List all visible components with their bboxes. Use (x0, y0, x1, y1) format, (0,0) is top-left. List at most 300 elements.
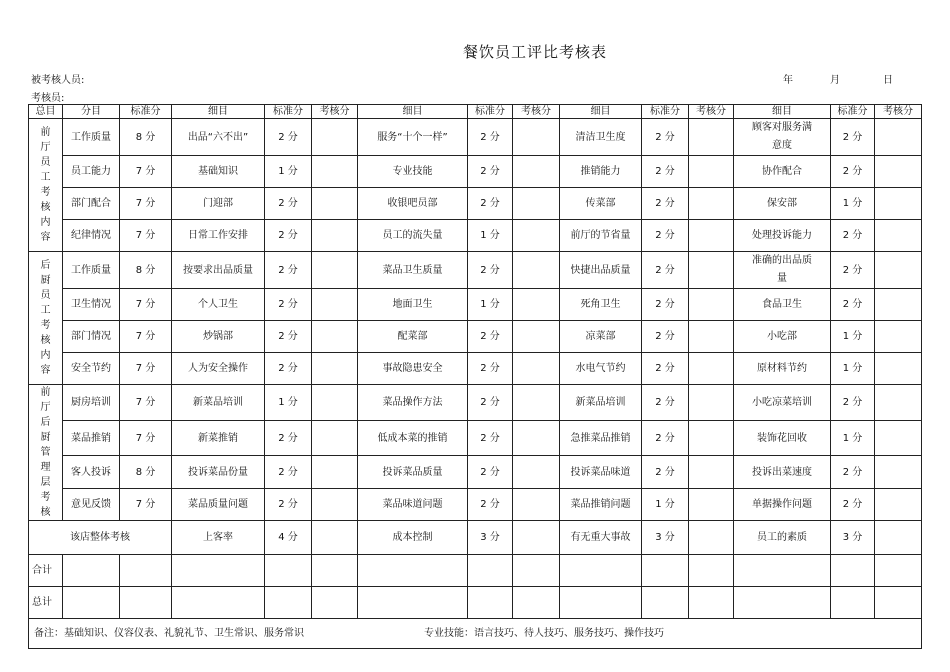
detail-standard-cell: 2 分 (831, 156, 875, 188)
sub-item-cell: 厨房培训 (63, 385, 120, 421)
detail-standard-cell: 1 分 (265, 385, 312, 421)
detail-item-cell (172, 353, 265, 385)
note-cell (29, 619, 922, 649)
detail-item-label: 基础知识 (198, 166, 238, 177)
detail-standard-cell: 2 分 (831, 456, 875, 488)
total-input-cell[interactable] (172, 555, 265, 587)
score-input-cell[interactable] (875, 252, 922, 289)
score-input-cell[interactable] (312, 252, 358, 289)
detail-item-label: 处理投诉能力 (752, 230, 812, 241)
sub-item-cell: 安全节约 (63, 353, 120, 385)
detail-item-label: 地面卫生 (392, 299, 433, 310)
table-row (29, 156, 922, 188)
detail-item-label: 急推菜品推销 (570, 432, 631, 444)
detail-item-cell (734, 488, 831, 520)
detail-standard-cell: 2 分 (642, 188, 689, 220)
standard-score-cell: 7 分 (120, 321, 172, 353)
column-header: 总目 (29, 105, 63, 119)
detail-item-label: 小吃凉菜培训 (752, 396, 812, 408)
total-input-cell[interactable] (875, 587, 922, 619)
detail-item-cell (560, 456, 642, 488)
sub-item-cell: 卫生情况 (63, 289, 120, 321)
category-label: 后厨员工考核内容 (40, 260, 51, 376)
score-input-cell[interactable] (312, 521, 358, 555)
total-input-cell[interactable] (172, 587, 265, 619)
detail-item-cell (734, 156, 831, 188)
detail-item-label: 配菜部 (397, 331, 428, 342)
column-header: 标准分 (642, 105, 689, 119)
sub-item-cell: 菜品推销 (63, 420, 120, 456)
detail-item-label: 快捷出品质量 (570, 264, 631, 276)
detail-item-label: 协作配合 (762, 166, 802, 177)
detail-item-cell (358, 119, 468, 156)
score-input-cell[interactable] (875, 488, 922, 520)
score-input-cell[interactable] (513, 119, 560, 156)
detail-item-cell (172, 488, 265, 520)
detail-item-label: 顾客对服务满意度 (752, 122, 812, 151)
standard-score-cell: 7 分 (120, 289, 172, 321)
score-input-cell[interactable] (312, 488, 358, 520)
total-input-cell[interactable] (689, 555, 734, 587)
score-input-cell[interactable] (875, 119, 922, 156)
detail-item-cell (358, 456, 468, 488)
detail-item-cell (560, 353, 642, 385)
total-input-cell[interactable] (265, 587, 312, 619)
sub-item-cell: 部门配合 (63, 188, 120, 220)
detail-item-cell (560, 420, 642, 456)
detail-standard-cell: 2 分 (265, 488, 312, 520)
total-input-cell[interactable] (358, 555, 468, 587)
total-input-cell[interactable] (312, 555, 358, 587)
detail-item-label: 人为安全操作 (188, 363, 248, 374)
detail-item-label: 门迎部 (203, 198, 233, 209)
detail-item-cell (358, 188, 468, 220)
detail-standard-cell: 1 分 (831, 188, 875, 220)
score-input-cell[interactable] (513, 252, 560, 289)
detail-standard-cell: 2 分 (468, 488, 513, 520)
overall-label: 该店整体考核 (29, 521, 172, 555)
score-input-cell[interactable] (513, 385, 560, 421)
score-input-cell[interactable] (513, 188, 560, 220)
detail-item-label: 菜品操作方法 (382, 396, 443, 408)
score-input-cell[interactable] (875, 220, 922, 252)
table-row (29, 220, 922, 252)
day-label: 日 (883, 75, 893, 86)
detail-item-cell (358, 289, 468, 321)
detail-standard-cell: 2 分 (642, 353, 689, 385)
standard-score-cell: 7 分 (120, 420, 172, 456)
table-row (29, 385, 922, 421)
score-input-cell[interactable] (312, 220, 358, 252)
score-input-cell[interactable] (875, 385, 922, 421)
table-row (29, 188, 922, 220)
score-input-cell[interactable] (689, 252, 734, 289)
detail-item-cell (358, 488, 468, 520)
detail-item-label: 传菜部 (585, 198, 616, 209)
detail-standard-cell: 2 分 (831, 252, 875, 289)
column-header: 细目 (358, 105, 468, 119)
detail-item-cell (734, 353, 831, 385)
column-header: 细目 (734, 105, 831, 119)
category-label: 前厅后厨管理层考核 (40, 387, 51, 518)
score-input-cell[interactable] (312, 119, 358, 156)
detail-standard-cell: 2 分 (265, 321, 312, 353)
score-input-cell[interactable] (513, 521, 560, 555)
score-input-cell[interactable] (312, 353, 358, 385)
detail-item-cell (172, 220, 265, 252)
detail-item-label: 收银吧员部 (387, 198, 438, 209)
standard-score-cell: 7 分 (120, 385, 172, 421)
examinee-label: 被考核人员: (31, 75, 85, 86)
detail-item-label: 菜品质量问题 (188, 498, 248, 510)
detail-item-label: 死角卫生 (580, 299, 621, 310)
detail-item-cell (172, 420, 265, 456)
detail-item-cell (734, 220, 831, 252)
detail-item-cell (560, 321, 642, 353)
score-input-cell[interactable] (689, 156, 734, 188)
total-input-cell[interactable] (734, 555, 831, 587)
detail-standard-cell: 2 分 (831, 289, 875, 321)
detail-item-cell (172, 156, 265, 188)
detail-item-label: 水电气节约 (575, 363, 626, 374)
detail-item-label: 准确的出品质量 (752, 255, 812, 284)
score-input-cell[interactable] (875, 188, 922, 220)
detail-item-label: 投诉菜品份量 (188, 466, 248, 478)
detail-item-label: 专业技能 (392, 166, 433, 177)
detail-item-cell (560, 289, 642, 321)
detail-item-cell (358, 385, 468, 421)
score-input-cell[interactable] (689, 385, 734, 421)
score-input-cell[interactable] (312, 156, 358, 188)
detail-standard-cell: 2 分 (831, 385, 875, 421)
column-header: 标准分 (831, 105, 875, 119)
detail-item-cell: 员工的素质 (734, 521, 831, 555)
sub-item-cell: 工作质量 (63, 119, 120, 156)
standard-score-cell: 8 分 (120, 119, 172, 156)
score-input-cell[interactable] (312, 188, 358, 220)
category-cell (29, 119, 63, 252)
detail-standard-cell: 2 分 (468, 119, 513, 156)
examiner-label: 考核员: (31, 93, 65, 104)
detail-item-cell (358, 156, 468, 188)
total-input-cell[interactable] (831, 555, 875, 587)
detail-standard-cell: 3 分 (468, 521, 513, 555)
detail-item-label: 保安部 (767, 198, 797, 209)
detail-item-label: 投诉菜品味道 (570, 466, 631, 478)
table-row (29, 119, 922, 156)
detail-item-label: 装饰花回收 (757, 432, 807, 444)
subtotal-row (29, 555, 922, 587)
detail-standard-cell: 2 分 (642, 289, 689, 321)
detail-standard-cell: 2 分 (642, 220, 689, 252)
score-input-cell[interactable] (689, 321, 734, 353)
detail-item-label: 新菜品培训 (193, 396, 243, 408)
note-right: 专业技能：语言技巧、待人技巧、服务技巧、操作技巧 (424, 628, 664, 639)
total-input-cell[interactable] (642, 587, 689, 619)
detail-standard-cell: 2 分 (831, 119, 875, 156)
detail-item-label: 投诉菜品质量 (382, 466, 443, 478)
standard-score-cell: 7 分 (120, 188, 172, 220)
detail-item-label: 食品卫生 (762, 299, 802, 310)
detail-item-label: 日常工作安排 (188, 230, 248, 241)
detail-item-label: 投诉出菜速度 (752, 466, 812, 478)
table-row (29, 456, 922, 488)
sub-item-cell: 工作质量 (63, 252, 120, 289)
score-input-cell[interactable] (513, 456, 560, 488)
detail-item-cell (560, 220, 642, 252)
total-input-cell[interactable] (560, 587, 642, 619)
table-row (29, 252, 922, 289)
score-input-cell[interactable] (312, 289, 358, 321)
standard-score-cell: 7 分 (120, 353, 172, 385)
score-input-cell[interactable] (513, 420, 560, 456)
detail-item-cell (560, 488, 642, 520)
detail-standard-cell: 3 分 (831, 521, 875, 555)
score-input-cell[interactable] (312, 385, 358, 421)
detail-standard-cell: 1 分 (831, 321, 875, 353)
detail-item-cell (172, 289, 265, 321)
total-input-cell[interactable] (63, 555, 120, 587)
detail-item-cell (172, 456, 265, 488)
note-row (29, 619, 922, 649)
detail-item-label: 新菜推销 (198, 432, 238, 444)
column-header: 考核分 (312, 105, 358, 119)
standard-score-cell: 7 分 (120, 156, 172, 188)
detail-item-cell (560, 252, 642, 289)
detail-standard-cell: 1 分 (468, 220, 513, 252)
detail-item-cell (358, 353, 468, 385)
detail-item-label: 菜品卫生质量 (382, 264, 443, 276)
score-input-cell[interactable] (513, 321, 560, 353)
detail-item-cell (734, 289, 831, 321)
detail-item-cell: 有无重大事故 (560, 521, 642, 555)
total-input-cell[interactable] (265, 555, 312, 587)
overall-row (29, 521, 922, 555)
total-input-cell[interactable] (120, 587, 172, 619)
detail-item-cell (172, 321, 265, 353)
score-input-cell[interactable] (875, 156, 922, 188)
score-input-cell[interactable] (689, 521, 734, 555)
detail-standard-cell: 2 分 (265, 252, 312, 289)
table-row (29, 353, 922, 385)
table-row (29, 420, 922, 456)
column-header: 标准分 (120, 105, 172, 119)
detail-standard-cell: 1 分 (642, 488, 689, 520)
detail-standard-cell: 3 分 (642, 521, 689, 555)
detail-item-label: 炒锅部 (203, 331, 233, 342)
detail-item-label: 原材料节约 (757, 363, 807, 374)
detail-item-cell (172, 385, 265, 421)
grand-total-label: 总计 (29, 587, 63, 619)
standard-score-cell: 7 分 (120, 220, 172, 252)
year-label: 年 (783, 75, 793, 86)
sub-item-cell: 意见反馈 (63, 488, 120, 520)
column-header: 考核分 (689, 105, 734, 119)
score-input-cell[interactable] (689, 188, 734, 220)
total-input-cell[interactable] (875, 555, 922, 587)
detail-item-label: 新菜品培训 (575, 396, 626, 408)
detail-item-label: 凉菜部 (585, 331, 616, 342)
total-input-cell[interactable] (689, 587, 734, 619)
total-input-cell[interactable] (642, 555, 689, 587)
category-cell (29, 385, 63, 521)
detail-standard-cell: 2 分 (265, 220, 312, 252)
score-input-cell[interactable] (689, 119, 734, 156)
score-input-cell[interactable] (689, 420, 734, 456)
detail-item-label: 菜品味道问题 (382, 498, 443, 510)
total-input-cell[interactable] (831, 587, 875, 619)
detail-item-cell (560, 385, 642, 421)
detail-standard-cell: 2 分 (831, 220, 875, 252)
standard-score-cell: 8 分 (120, 456, 172, 488)
detail-standard-cell: 2 分 (642, 156, 689, 188)
sub-item-cell: 客人投诉 (63, 456, 120, 488)
detail-item-label: 员工的流失量 (382, 230, 443, 241)
total-input-cell[interactable] (63, 587, 120, 619)
page-title: 餐饮员工评比考核表 (462, 43, 607, 61)
detail-standard-cell: 2 分 (265, 420, 312, 456)
detail-standard-cell: 2 分 (468, 353, 513, 385)
total-input-cell[interactable] (358, 587, 468, 619)
detail-item-cell (734, 456, 831, 488)
column-header: 标准分 (468, 105, 513, 119)
detail-standard-cell: 4 分 (265, 521, 312, 555)
month-label: 月 (830, 75, 840, 86)
detail-item-cell (734, 321, 831, 353)
total-input-cell[interactable] (513, 555, 560, 587)
detail-item-label: 按要求出品质量 (183, 264, 253, 276)
detail-standard-cell: 2 分 (642, 456, 689, 488)
total-input-cell[interactable] (468, 587, 513, 619)
score-input-cell[interactable] (875, 420, 922, 456)
category-cell (29, 252, 63, 385)
detail-standard-cell: 2 分 (831, 488, 875, 520)
detail-item-label: 推销能力 (580, 166, 621, 177)
detail-item-cell (734, 420, 831, 456)
detail-standard-cell: 2 分 (468, 456, 513, 488)
detail-item-label: 低成本菜的推销 (377, 432, 448, 444)
detail-standard-cell: 1 分 (831, 420, 875, 456)
detail-standard-cell: 2 分 (642, 385, 689, 421)
detail-standard-cell: 2 分 (468, 385, 513, 421)
detail-standard-cell: 2 分 (265, 353, 312, 385)
score-input-cell[interactable] (312, 456, 358, 488)
detail-item-cell (560, 119, 642, 156)
table-row (29, 289, 922, 321)
detail-item-label: 前厅的节省量 (570, 230, 631, 241)
detail-standard-cell: 2 分 (642, 321, 689, 353)
detail-item-cell (358, 252, 468, 289)
score-input-cell[interactable] (875, 456, 922, 488)
score-input-cell[interactable] (689, 456, 734, 488)
detail-item-label: 出品“六不出” (187, 131, 249, 143)
category-label: 前厅员工考核内容 (40, 127, 51, 243)
detail-standard-cell: 2 分 (265, 119, 312, 156)
score-input-cell[interactable] (875, 353, 922, 385)
score-input-cell[interactable] (875, 321, 922, 353)
detail-item-label: 菜品推销问题 (570, 498, 631, 510)
total-input-cell[interactable] (513, 587, 560, 619)
detail-item-cell (172, 119, 265, 156)
detail-item-label: 小吃部 (767, 331, 797, 342)
detail-item-cell (734, 188, 831, 220)
detail-item-cell (734, 385, 831, 421)
table-row (29, 321, 922, 353)
score-input-cell[interactable] (689, 220, 734, 252)
detail-item-label: 服务“十个一样” (377, 131, 448, 143)
detail-standard-cell: 2 分 (468, 420, 513, 456)
score-input-cell[interactable] (513, 353, 560, 385)
grand-total-row (29, 587, 922, 619)
detail-standard-cell: 1 分 (831, 353, 875, 385)
total-input-cell[interactable] (468, 555, 513, 587)
detail-item-cell (358, 420, 468, 456)
score-input-cell[interactable] (513, 289, 560, 321)
detail-item-label: 个人卫生 (198, 299, 238, 310)
detail-item-cell (734, 252, 831, 289)
detail-item-cell: 成本控制 (358, 521, 468, 555)
score-input-cell[interactable] (875, 521, 922, 555)
detail-standard-cell: 1 分 (265, 156, 312, 188)
detail-standard-cell: 2 分 (468, 252, 513, 289)
sub-item-cell: 纪律情况 (63, 220, 120, 252)
score-input-cell[interactable] (689, 289, 734, 321)
detail-standard-cell: 2 分 (468, 188, 513, 220)
score-input-cell[interactable] (513, 488, 560, 520)
total-input-cell[interactable] (734, 587, 831, 619)
total-input-cell[interactable] (312, 587, 358, 619)
detail-standard-cell: 2 分 (468, 321, 513, 353)
total-input-cell[interactable] (120, 555, 172, 587)
detail-item-cell (358, 220, 468, 252)
detail-standard-cell: 2 分 (642, 252, 689, 289)
detail-standard-cell: 2 分 (468, 156, 513, 188)
score-input-cell[interactable] (875, 289, 922, 321)
detail-item-cell (560, 156, 642, 188)
detail-item-label: 事故隐患安全 (382, 363, 443, 374)
sub-item-cell: 部门情况 (63, 321, 120, 353)
header-row (29, 105, 922, 119)
detail-item-cell (172, 252, 265, 289)
table-row (29, 488, 922, 520)
column-header: 考核分 (513, 105, 560, 119)
score-input-cell[interactable] (513, 156, 560, 188)
detail-standard-cell: 2 分 (265, 289, 312, 321)
detail-standard-cell: 2 分 (265, 456, 312, 488)
detail-item-cell (358, 321, 468, 353)
detail-item-cell (734, 119, 831, 156)
column-header: 细目 (560, 105, 642, 119)
score-input-cell[interactable] (312, 420, 358, 456)
sub-item-cell: 员工能力 (63, 156, 120, 188)
standard-score-cell: 7 分 (120, 488, 172, 520)
score-input-cell[interactable] (689, 488, 734, 520)
total-input-cell[interactable] (560, 555, 642, 587)
score-input-cell[interactable] (312, 321, 358, 353)
standard-score-cell: 8 分 (120, 252, 172, 289)
score-input-cell[interactable] (513, 220, 560, 252)
detail-item-label: 清洁卫生度 (575, 131, 626, 143)
note-left: 备注：基础知识、仪容仪表、礼貌礼节、卫生常识、服务常识 (34, 628, 304, 639)
detail-standard-cell: 2 分 (642, 119, 689, 156)
detail-item-cell: 上客率 (172, 521, 265, 555)
detail-item-cell (560, 188, 642, 220)
detail-standard-cell: 1 分 (468, 289, 513, 321)
column-header: 考核分 (875, 105, 922, 119)
detail-standard-cell: 2 分 (642, 420, 689, 456)
score-input-cell[interactable] (689, 353, 734, 385)
detail-standard-cell: 2 分 (265, 188, 312, 220)
